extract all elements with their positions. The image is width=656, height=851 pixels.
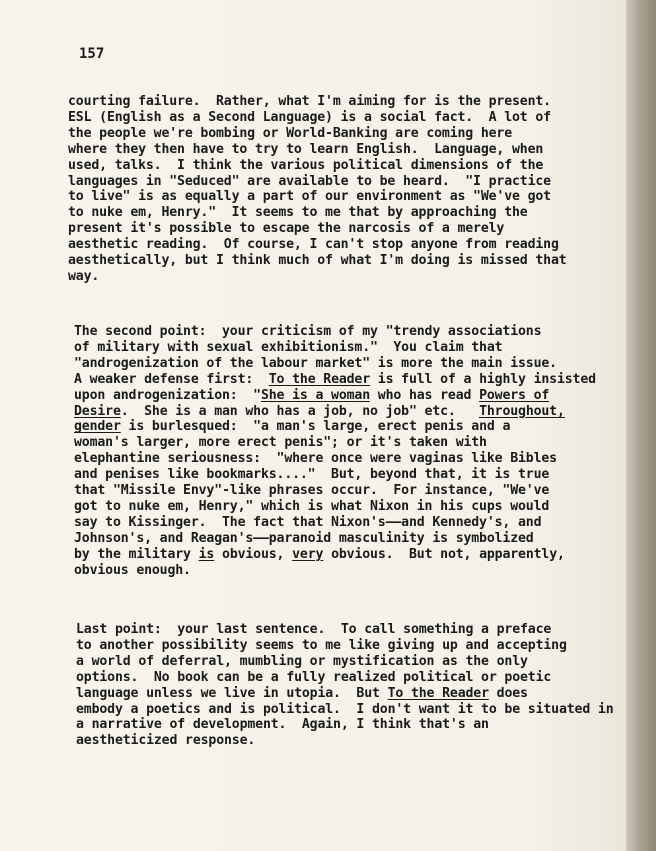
text-line: gender is burlesqued: "a man's large, erect penis and a xyxy=(74,419,511,435)
underlined-word: gender xyxy=(74,419,121,435)
text-line: languages in "Seduced" are available to be heard. "I practice xyxy=(68,173,551,189)
text-line: to live" is as equally a part of our environment as "We've got xyxy=(68,189,551,205)
text-line: Last point: your last sentence. To call something a preface xyxy=(76,622,552,637)
page-number: 157 xyxy=(79,46,105,62)
book-binding-edge xyxy=(626,0,656,851)
paragraph-second-point xyxy=(74,324,596,579)
text-line: woman's larger, more erect penis"; or it's taken with xyxy=(74,435,487,451)
text-line: options. No book can be a fully realized political or poetic xyxy=(76,669,552,685)
text-line: aesthetically, but I think much of what I'm doing is missed that xyxy=(68,253,567,269)
text-line: that "Missile Envy"-like phrases occur. For instance, "We've xyxy=(74,483,550,499)
text-line: by the military is obvious, very obvious. But not, apparently, xyxy=(74,546,565,562)
text-line: Johnson's, and Reagan's——paranoid masculinity is symbolized xyxy=(74,530,534,546)
text-line: got to nuke em, Henry," which is what Nixon in his cups would xyxy=(74,498,550,514)
text-line: obvious enough. xyxy=(74,562,191,578)
text-line: of military with sexual exhibitionism." You claim that xyxy=(74,339,503,355)
text-line: Desire. She is a man who has a job, no job" etc. Throughout, xyxy=(74,403,565,419)
text-line: where they then have to try to learn English. Language, when xyxy=(68,141,544,157)
text-line: way. xyxy=(68,268,100,284)
text-line: The second point: your criticism of my "trendy associations xyxy=(74,324,542,339)
underlined-phrase: She is a woman xyxy=(260,387,371,403)
text-line: a narrative of development. Again, I think that's an xyxy=(76,717,489,733)
paragraph-last-point xyxy=(76,622,613,749)
text-line: say to Kissinger. The fact that Nixon's——and Kennedy's, and xyxy=(74,514,542,530)
text-line: language unless we live in utopia. But To the Reader does xyxy=(76,685,528,701)
underlined-title: To the Reader xyxy=(387,685,489,701)
text-line: elephantine seriousness: "where once were vaginas like Bibles xyxy=(74,451,557,467)
text-line: used, talks. I think the various political dimensions of the xyxy=(68,157,544,173)
underlined-title: To the Reader xyxy=(268,371,371,387)
underlined-word: very xyxy=(292,546,324,562)
text-line: and penises like bookmarks...." But, beyond that, it is true xyxy=(74,467,550,483)
text-line: to another possibility seems to me like giving up and accepting xyxy=(76,637,567,653)
text-line: aestheticized response. xyxy=(76,733,256,749)
text-line: ESL (English as a Second Language) is a social fact. A lot of xyxy=(68,109,551,125)
paragraph-esl xyxy=(68,94,567,285)
text-line: A weaker defense first: To the Reader is full of a highly insisted xyxy=(74,371,596,387)
text-line: upon androgenization: "She is a woman who has read Powers of xyxy=(74,387,550,403)
text-line: embody a poetics and is political. I don't want it to be situated in xyxy=(76,701,614,717)
text-line: aesthetic reading. Of course, I can't stop anyone from reading xyxy=(68,237,559,253)
underlined-word: is xyxy=(198,546,215,562)
text-line: "androgenization of the labour market" is more the main issue. xyxy=(74,355,557,371)
underlined-title: Desire xyxy=(74,403,121,419)
text-line: the people we're bombing or World-Banking are coming here xyxy=(68,125,513,141)
text-line: a world of deferral, mumbling or mystification as the only xyxy=(76,653,528,669)
text-line: courting failure. Rather, what I'm aiming for is the present. xyxy=(68,94,551,109)
text-line: to nuke em, Henry." It seems to me that by approaching the xyxy=(68,205,528,221)
underlined-title: Powers of xyxy=(479,387,550,403)
text-line: present it's possible to escape the narcosis of a merely xyxy=(68,221,505,237)
underlined-word: Throughout, xyxy=(479,403,565,419)
